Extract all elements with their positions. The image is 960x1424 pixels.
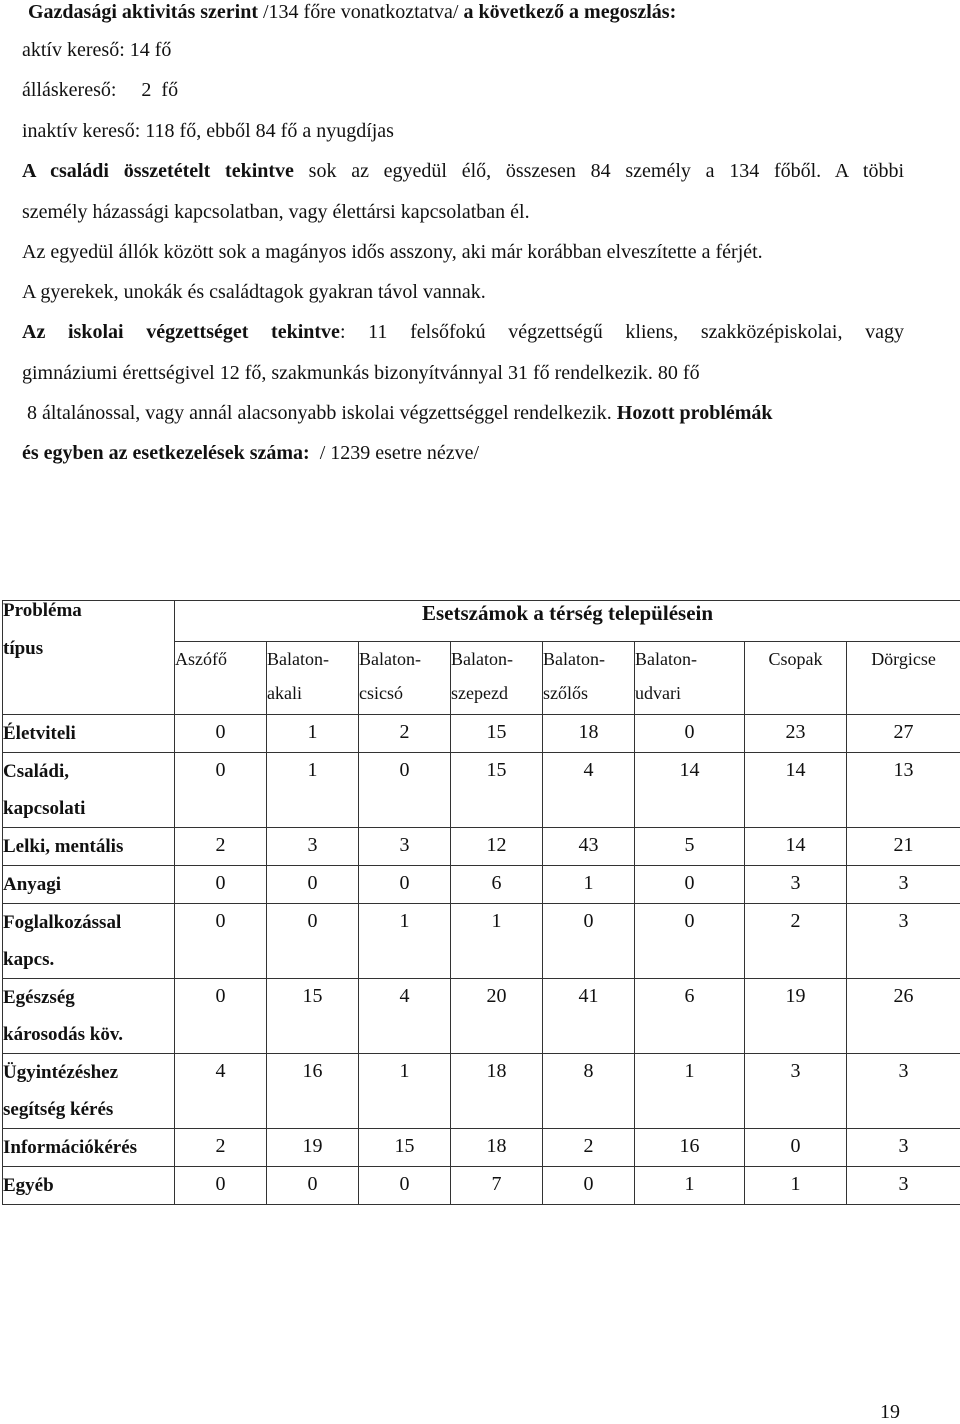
table-cell: 15	[451, 715, 543, 753]
cases-table	[2, 600, 960, 1205]
table-cell: 2	[359, 715, 451, 753]
row-label	[3, 753, 175, 828]
paragraph-line-cases-heading: és egyben az esetkezelések száma: / 1239 esetre nézve/	[22, 441, 479, 465]
table-header-row	[3, 601, 960, 642]
table-cell: 0	[175, 715, 267, 753]
paragraph-line-graduates: gimnáziumi érettségivel 12 fő, szakmunkás bizonyítvánnyal 31 fő rendelkezik. 80 fő	[22, 361, 700, 385]
table-cell: 27	[847, 715, 960, 753]
table-cell: 2	[745, 904, 847, 979]
table-cell: 4	[359, 979, 451, 1054]
row-label-line1: Lelki, mentális	[3, 828, 174, 865]
table-row	[3, 715, 960, 753]
table-cell: 1	[359, 1054, 451, 1129]
column-header-line1: Csopak	[745, 642, 846, 676]
table-cell: 3	[847, 1054, 960, 1129]
table-cell: 0	[635, 904, 745, 979]
column-header-line1: Balaton-	[451, 642, 542, 676]
column-header-line1: Balaton-	[543, 642, 634, 676]
table-cell: 1	[635, 1054, 745, 1129]
table-cell: 0	[543, 904, 635, 979]
column-header-line2: szőlős	[543, 676, 634, 710]
table-cell: 0	[267, 904, 359, 979]
table-cell: 43	[543, 828, 635, 866]
table-row	[3, 1129, 960, 1167]
paragraph-line-active-earners: aktív kereső: 14 fő	[22, 38, 171, 62]
page-number: 19	[880, 1400, 900, 1424]
table-cell: 0	[175, 866, 267, 904]
column-header	[359, 642, 451, 715]
column-header-line2: csicsó	[359, 676, 450, 710]
corner-header-line1: Probléma	[3, 601, 174, 621]
table-row	[3, 979, 960, 1054]
table-cell: 0	[635, 715, 745, 753]
table-cell: 1	[451, 904, 543, 979]
table-cell: 14	[745, 753, 847, 828]
paragraph-line-marriage: személy házassági kapcsolatban, vagy élettársi kapcsolatban él.	[22, 200, 530, 224]
table-cell: 18	[451, 1129, 543, 1167]
table-cell: 19	[745, 979, 847, 1054]
paragraph-line-elementary: 8 általánossal, vagy annál alacsonyabb iskolai végzettséggel rendelkezik. Hozott problémák	[22, 401, 773, 425]
row-label-line1: Családi,	[3, 753, 174, 790]
group-header: Esetszámok a térség településein	[175, 601, 960, 642]
table-cell: 1	[359, 904, 451, 979]
table-cell: 2	[175, 1129, 267, 1167]
corner-header-cell	[3, 601, 175, 715]
table-cell: 26	[847, 979, 960, 1054]
row-label	[3, 715, 175, 753]
table-cell: 0	[175, 904, 267, 979]
column-header-line1: Balaton-	[359, 642, 450, 676]
column-header	[267, 642, 359, 715]
table-row	[3, 904, 960, 979]
column-header	[745, 642, 847, 715]
table-cell: 15	[267, 979, 359, 1054]
column-header-line2: udvari	[635, 676, 744, 710]
table-cell: 3	[847, 1129, 960, 1167]
table-cell: 0	[543, 1167, 635, 1205]
table-cell: 15	[451, 753, 543, 828]
row-label-line1: Anyagi	[3, 866, 174, 903]
row-label	[3, 1054, 175, 1129]
table-cell: 2	[175, 828, 267, 866]
column-header	[635, 642, 745, 715]
row-label	[3, 904, 175, 979]
row-label-line1: Információkérés	[3, 1129, 174, 1166]
table-cell: 4	[543, 753, 635, 828]
table-cell: 0	[359, 1167, 451, 1205]
table-cell: 18	[543, 715, 635, 753]
table-cell: 8	[543, 1054, 635, 1129]
table-row	[3, 1167, 960, 1205]
table-cell: 15	[359, 1129, 451, 1167]
table-cell: 0	[267, 1167, 359, 1205]
row-label-line1: Egyéb	[3, 1167, 174, 1204]
paragraph-line-economic-activity: Gazdasági aktivitás szerint /134 főre vonatkoztatva/ a következő a megoszlás:	[28, 0, 676, 24]
paragraph-line-education: Az iskolai végzettséget tekintve: 11 felsőfokú végzettségű kliens, szakközépiskolai, vagy	[22, 320, 904, 344]
table-cell: 3	[847, 1167, 960, 1205]
row-label-line1: Életviteli	[3, 715, 174, 752]
table-cell: 1	[267, 753, 359, 828]
row-label	[3, 828, 175, 866]
table-cell: 3	[847, 866, 960, 904]
paragraph-line-job-seekers: álláskereső: 2 fő	[22, 78, 178, 102]
table-cell: 3	[847, 904, 960, 979]
table-cell: 3	[745, 866, 847, 904]
paragraph-line-family: A családi összetételt tekintve sok az egyedül élő, összesen 84 személy a 134 főből. A többi	[22, 159, 904, 183]
row-label-line1: Ügyintézéshez	[3, 1054, 174, 1091]
paragraph-line-children: A gyerekek, unokák és családtagok gyakran távol vannak.	[22, 280, 486, 304]
table-cell: 1	[635, 1167, 745, 1205]
table-row	[3, 753, 960, 828]
table-row	[3, 1054, 960, 1129]
paragraph-line-inactive: inaktív kereső: 118 fő, ebből 84 fő a nyugdíjas	[22, 119, 394, 143]
table-cell: 3	[267, 828, 359, 866]
column-header-line1: Dörgicse	[847, 642, 960, 676]
column-header	[175, 642, 267, 715]
table-cell: 13	[847, 753, 960, 828]
row-label	[3, 866, 175, 904]
table-cell: 4	[175, 1054, 267, 1129]
table-cell: 0	[175, 979, 267, 1054]
table-cell: 0	[359, 753, 451, 828]
table-cell: 0	[745, 1129, 847, 1167]
table-cell: 0	[267, 866, 359, 904]
table-cell: 3	[359, 828, 451, 866]
table-cell: 21	[847, 828, 960, 866]
table-cell: 14	[745, 828, 847, 866]
table-cell: 1	[543, 866, 635, 904]
column-header-line2: akali	[267, 676, 358, 710]
table-cell: 0	[635, 866, 745, 904]
table-cell: 16	[267, 1054, 359, 1129]
column-header-line2: szepezd	[451, 676, 542, 710]
table-row	[3, 866, 960, 904]
column-header-line1: Balaton-	[635, 642, 744, 676]
column-header-line1: Aszófő	[175, 642, 266, 676]
table-cell: 3	[745, 1054, 847, 1129]
row-label-line2: károsodás köv.	[3, 1016, 174, 1053]
paragraph-line-alone: Az egyedül állók között sok a magányos idős asszony, aki már korábban elveszítette a férjét.	[22, 240, 763, 264]
table-cell: 41	[543, 979, 635, 1054]
table-cell: 0	[359, 866, 451, 904]
table-cell: 16	[635, 1129, 745, 1167]
table-cell: 0	[175, 1167, 267, 1205]
corner-header-line2: típus	[3, 639, 174, 659]
column-header-line1: Balaton-	[267, 642, 358, 676]
table-cell: 12	[451, 828, 543, 866]
table-cell: 23	[745, 715, 847, 753]
table-cell: 1	[745, 1167, 847, 1205]
table-cell: 14	[635, 753, 745, 828]
table-cell: 20	[451, 979, 543, 1054]
row-label-line2: kapcsolati	[3, 790, 174, 827]
table-cell: 1	[267, 715, 359, 753]
row-label-line2: segítség kérés	[3, 1091, 174, 1128]
row-label-line2: kapcs.	[3, 941, 174, 978]
table-cell: 2	[543, 1129, 635, 1167]
table-row	[3, 828, 960, 866]
table-cell: 19	[267, 1129, 359, 1167]
row-label	[3, 1167, 175, 1205]
column-header	[543, 642, 635, 715]
row-label-line1: Egészség	[3, 979, 174, 1016]
row-label	[3, 1129, 175, 1167]
table-cell: 6	[451, 866, 543, 904]
column-header	[451, 642, 543, 715]
table-cell: 18	[451, 1054, 543, 1129]
table-cell: 7	[451, 1167, 543, 1205]
table-cell: 0	[175, 753, 267, 828]
row-label-line1: Foglalkozással	[3, 904, 174, 941]
row-label	[3, 979, 175, 1054]
table-cell: 6	[635, 979, 745, 1054]
table-cell: 5	[635, 828, 745, 866]
column-header	[847, 642, 960, 715]
